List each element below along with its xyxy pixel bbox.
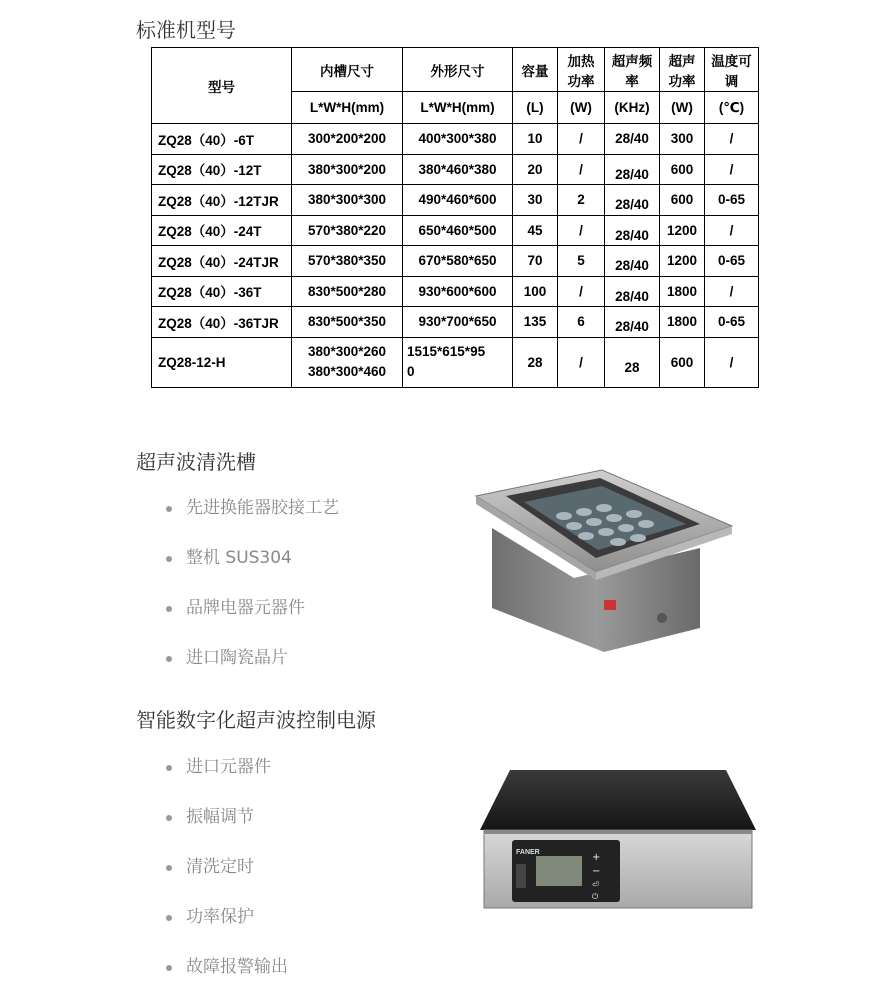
- spec-table: [151, 47, 759, 388]
- table-row: [152, 307, 759, 338]
- cell-model: ZQ28（40）-6T: [152, 124, 292, 155]
- cell-temp: 0-65: [705, 185, 759, 216]
- cell-capacity: 135: [513, 307, 558, 338]
- cell-temp: /: [705, 276, 759, 307]
- cell-freq: 28/40: [605, 124, 660, 155]
- cell-model: ZQ28-12-H: [152, 337, 292, 387]
- cell-freq: 28/40: [605, 185, 660, 216]
- header-inner: 内槽尺寸: [292, 48, 403, 92]
- unit-freq: (KHz): [605, 92, 660, 124]
- cell-temp: /: [705, 215, 759, 246]
- minus-icon: −: [592, 866, 601, 877]
- cell-model: ZQ28（40）-24T: [152, 215, 292, 246]
- cell-inner: 570*380*220: [292, 215, 403, 246]
- cell-outer: 670*580*650: [403, 246, 513, 277]
- tank-feature-list: [166, 497, 339, 697]
- cell-power: 1800: [660, 276, 705, 307]
- cell-capacity: 10: [513, 124, 558, 155]
- cell-freq: 28/40: [605, 246, 660, 277]
- enter-icon: ⏎: [592, 880, 599, 889]
- cell-temp: /: [705, 124, 759, 155]
- cell-outer-line: 0: [407, 364, 415, 379]
- cell-temp: 0-65: [705, 307, 759, 338]
- cell-capacity: 45: [513, 215, 558, 246]
- cell-heat: /: [558, 124, 605, 155]
- power-feature-list: [166, 756, 288, 1006]
- list-item: 整机 SUS304: [166, 547, 339, 597]
- unit-heat: (W): [558, 92, 605, 124]
- brand-label: FANER: [516, 849, 540, 856]
- cell-heat: /: [558, 215, 605, 246]
- list-item: 先进换能器胶接工艺: [166, 497, 339, 547]
- header-outer: 外形尺寸: [403, 48, 513, 92]
- cell-outer: 380*460*380: [403, 154, 513, 185]
- cell-heat: /: [558, 337, 605, 387]
- cell-heat: 5: [558, 246, 605, 277]
- unit-capacity: (L): [513, 92, 558, 124]
- header-power: 超声功率: [660, 48, 705, 92]
- cell-heat: 2: [558, 185, 605, 216]
- header-temp: 温度可调: [705, 48, 759, 92]
- cell-model: ZQ28（40）-12T: [152, 154, 292, 185]
- list-item: 品牌电器元器件: [166, 597, 339, 647]
- cell-capacity: 28: [513, 337, 558, 387]
- cell-inner: 830*500*280: [292, 276, 403, 307]
- cell-inner: 830*500*350: [292, 307, 403, 338]
- cell-freq: 28/40: [605, 154, 660, 185]
- models-title: 标准机型号: [136, 18, 236, 42]
- tank-title: 超声波清洗槽: [136, 450, 256, 474]
- header-heat: 加热功率: [558, 48, 605, 92]
- cell-heat: /: [558, 276, 605, 307]
- cell-inner: [292, 337, 403, 387]
- cell-capacity: 30: [513, 185, 558, 216]
- cell-freq: 28/40: [605, 276, 660, 307]
- list-item: 故障报警输出: [166, 956, 288, 1006]
- list-item: 功率保护: [166, 906, 288, 956]
- cell-outer: 930*700*650: [403, 307, 513, 338]
- cell-temp: /: [705, 337, 759, 387]
- cell-inner: 380*300*200: [292, 154, 403, 185]
- cell-inner: 380*300*300: [292, 185, 403, 216]
- cell-model: ZQ28（40）-36TJR: [152, 307, 292, 338]
- cell-power: 1200: [660, 215, 705, 246]
- list-item: 进口元器件: [166, 756, 288, 806]
- control-box-image: [480, 768, 756, 910]
- cell-model: ZQ28（40）-24TJR: [152, 246, 292, 277]
- list-item: 进口陶瓷晶片: [166, 647, 339, 697]
- cell-capacity: 70: [513, 246, 558, 277]
- cell-freq: 28/40: [605, 307, 660, 338]
- power-icon: ⏻: [592, 892, 599, 901]
- unit-inner: L*W*H(mm): [292, 92, 403, 124]
- cell-power: 300: [660, 124, 705, 155]
- cell-power: 1800: [660, 307, 705, 338]
- cell-power: 600: [660, 154, 705, 185]
- cell-inner: 570*380*350: [292, 246, 403, 277]
- cell-outer-line: 1515*615*95: [407, 344, 486, 359]
- table-row: [152, 124, 759, 155]
- cell-model: ZQ28（40）-12TJR: [152, 185, 292, 216]
- ultrasonic-tank-image: [474, 468, 736, 652]
- cell-freq: 28: [605, 337, 660, 387]
- cell-outer: [403, 337, 513, 387]
- cell-power: 1200: [660, 246, 705, 277]
- cell-outer: 650*460*500: [403, 215, 513, 246]
- header-model: 型号: [152, 48, 292, 124]
- cell-power: 600: [660, 185, 705, 216]
- header-capacity: 容量: [513, 48, 558, 92]
- table-row: [152, 215, 759, 246]
- list-item: 清洗定时: [166, 856, 288, 906]
- unit-power: (W): [660, 92, 705, 124]
- list-item: 振幅调节: [166, 806, 288, 856]
- cell-heat: 6: [558, 307, 605, 338]
- header-freq: 超声频率: [605, 48, 660, 92]
- cell-outer: 930*600*600: [403, 276, 513, 307]
- power-title: 智能数字化超声波控制电源: [136, 708, 376, 732]
- cell-capacity: 100: [513, 276, 558, 307]
- plus-icon: +: [592, 852, 601, 863]
- table-row: [152, 337, 759, 387]
- unit-temp: (℃): [705, 92, 759, 124]
- unit-outer: L*W*H(mm): [403, 92, 513, 124]
- cell-inner-line: 380*300*460: [307, 364, 387, 379]
- cell-freq: 28/40: [605, 215, 660, 246]
- cell-outer: 490*460*600: [403, 185, 513, 216]
- cell-model: ZQ28（40）-36T: [152, 276, 292, 307]
- table-row: [152, 246, 759, 277]
- cell-temp: /: [705, 154, 759, 185]
- cell-heat: /: [558, 154, 605, 185]
- cell-temp: 0-65: [705, 246, 759, 277]
- cell-power: 600: [660, 337, 705, 387]
- table-row: [152, 276, 759, 307]
- cell-capacity: 20: [513, 154, 558, 185]
- cell-outer: 400*300*380: [403, 124, 513, 155]
- cell-inner-line: 380*300*260: [307, 344, 387, 359]
- table-row: [152, 185, 759, 216]
- table-row: [152, 154, 759, 185]
- cell-inner: 300*200*200: [292, 124, 403, 155]
